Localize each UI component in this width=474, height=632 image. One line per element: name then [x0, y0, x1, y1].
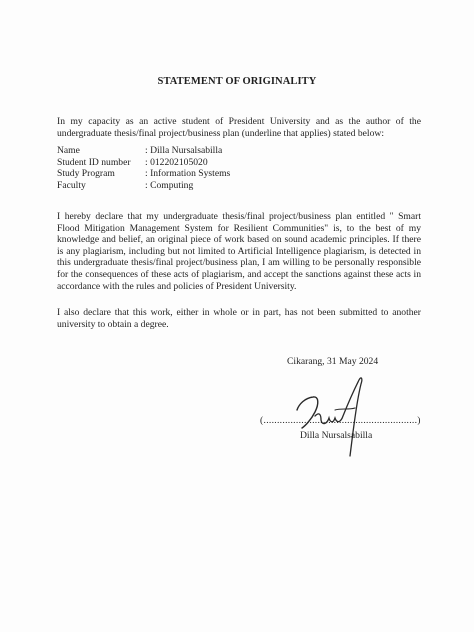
info-row-student-id	[57, 157, 230, 169]
info-row-study-program	[57, 168, 230, 180]
student-info	[57, 145, 230, 191]
signer-name: Dilla Nursalsabilla	[300, 430, 373, 441]
info-label: Study Program	[57, 168, 115, 180]
intro-paragraph: In my capacity as an active student of President University and as the author of the undergraduate thesis/final project/business plan (underline that applies) stated below:	[57, 116, 421, 139]
info-value: : Computing	[145, 179, 194, 191]
info-value: : 012202105020	[145, 156, 208, 168]
signature-line: (.........................................................)	[260, 415, 421, 426]
declaration-paragraph: I hereby declare that my undergraduate thesis/final project/business plan entitled " Smart Flood Mitigation Management System for Resilient Communities" is, to the best of my knowledge and belief, an original piece of work based on sound academic principles. If there is any plagiarism, including but not limited to Artificial Intelligence plagiarism, is detected in this undergraduate thesis/final project/business plan, I am willing to be personally responsible for the consequences of these acts of plagiarism, and accept the sanctions against these acts in accordance with the rules and policies of President University.	[57, 211, 421, 292]
info-label: Faculty	[57, 179, 86, 191]
info-value: : Information Systems	[145, 168, 231, 180]
info-row-faculty	[57, 180, 230, 192]
info-label: Student ID number	[57, 156, 131, 168]
declaration-paragraph-2: I also declare that this work, either in whole or in part, has not been submitted to another university to obtain a degree.	[57, 307, 421, 330]
info-row-name	[57, 145, 230, 157]
place-date: Cikarang, 31 May 2024	[287, 356, 379, 367]
info-label: Name	[57, 145, 80, 156]
info-value: : Dilla Nursalsabilla	[145, 145, 223, 156]
document-title: STATEMENT OF ORIGINALITY	[157, 76, 317, 87]
